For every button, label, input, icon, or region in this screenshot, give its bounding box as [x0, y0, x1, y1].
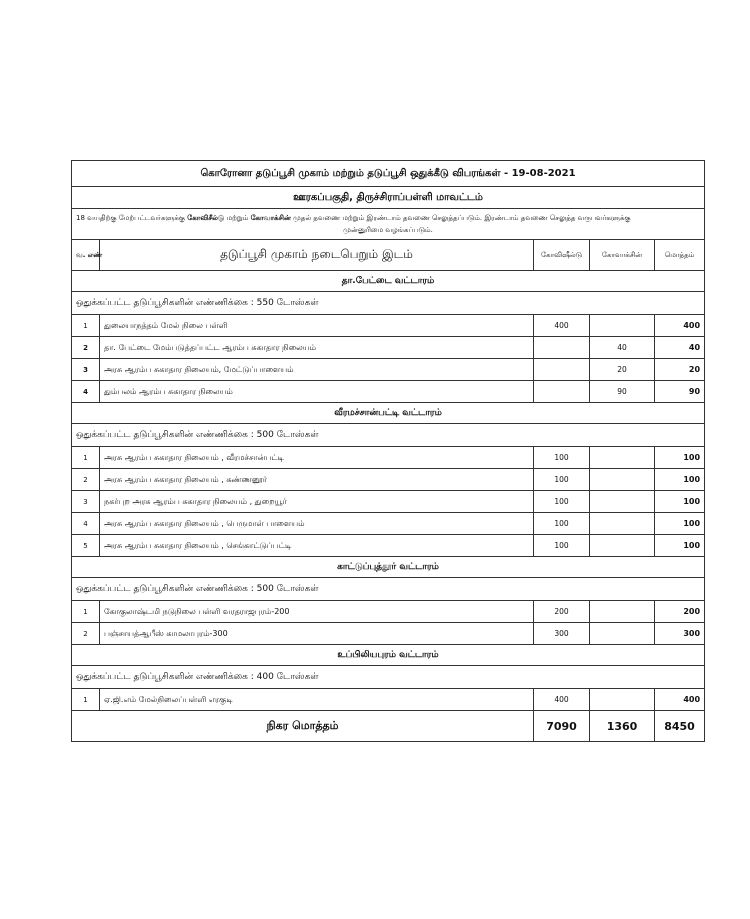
- block-header-row: [72, 645, 705, 666]
- row-sno: 1: [72, 601, 100, 623]
- note-covaxin: கோவாக்சின்: [250, 214, 291, 222]
- row-place: அரசு ஆரம்ப சுகாதார நிலையம், மேட்டுப்பாளையம்: [100, 359, 534, 381]
- block-name: தா.பேட்டை வட்டாரம்: [72, 271, 705, 292]
- table-row: [72, 381, 705, 403]
- block-name: காட்டுப்புத்தூர் வட்டாரம்: [72, 557, 705, 578]
- row-covishield: 400: [534, 315, 590, 337]
- table-title-row: [72, 161, 705, 187]
- row-sno: 2: [72, 469, 100, 491]
- block-header-row: [72, 403, 705, 424]
- row-place: தும்பலம் ஆரம்ப சுகாதார நிலையம்: [100, 381, 534, 403]
- row-sno: 1: [72, 315, 100, 337]
- table-row: [72, 337, 705, 359]
- row-covaxin: [590, 623, 655, 645]
- table-row: [72, 513, 705, 535]
- allocation-text: ஒதுக்கப்பட்ட தடுப்பூசிகளின் எண்ணிக்கை : 400 டோஸ்கள்: [72, 666, 705, 689]
- row-covaxin: [590, 315, 655, 337]
- grand-total-covishield: 7090: [534, 711, 590, 742]
- row-total: 20: [655, 359, 705, 381]
- row-covaxin: [590, 491, 655, 513]
- row-covaxin: 40: [590, 337, 655, 359]
- row-sno: 3: [72, 359, 100, 381]
- table-row: [72, 491, 705, 513]
- row-covaxin: [590, 535, 655, 557]
- row-place: நகர்புற அரசு ஆரம்ப சுகாதார நிலையம் , துறையூர்: [100, 491, 534, 513]
- row-covishield: [534, 337, 590, 359]
- block-name: உப்பிலியபுரம் வட்டாரம்: [72, 645, 705, 666]
- row-place: பஞ்சாயத்ஆபீஸ் காமலாபுரம்-300: [100, 623, 534, 645]
- grand-total-label: நிகர மொத்தம்: [72, 711, 534, 742]
- table-row: [72, 359, 705, 381]
- grand-total-covaxin: 1360: [590, 711, 655, 742]
- table-row: [72, 535, 705, 557]
- row-total: 100: [655, 469, 705, 491]
- row-total: 400: [655, 315, 705, 337]
- row-place: அரசு ஆரம்ப சுகாதார நிலையம் , பெருமாள் பாளையம்: [100, 513, 534, 535]
- row-place: அரசு ஆரம்ப சுகாதார நிலையம் , செங்காட்டுப்பட்டி: [100, 535, 534, 557]
- header-covishield: கோவிஷீல்டு: [534, 240, 590, 271]
- row-sno: 4: [72, 381, 100, 403]
- note-line-2: முன்னுரிமை வழங்கப்படும்.: [343, 226, 433, 234]
- row-place: கோகுலாஷ்டமி நடுநிலை பள்ளி வரதராஜபுரம்-200: [100, 601, 534, 623]
- allocation-row: [72, 578, 705, 601]
- table-row: [72, 689, 705, 711]
- note-part-1: 18 வயதிற்கு மேற்பட்டவர்களுக்கு: [76, 214, 188, 222]
- row-total: 200: [655, 601, 705, 623]
- header-sno: வ. எண்: [72, 240, 100, 271]
- allocation-row: [72, 292, 705, 315]
- note-row: [72, 209, 705, 240]
- row-covaxin: [590, 601, 655, 623]
- row-covaxin: [590, 447, 655, 469]
- table-title: கொரோனா தடுப்பூசி முகாம் மற்றும் தடுப்பூசி ஒதுக்கீடு விபரங்கள் - 19-08-2021: [72, 161, 705, 187]
- allocation-row: [72, 424, 705, 447]
- row-total: 100: [655, 535, 705, 557]
- row-total: 100: [655, 513, 705, 535]
- row-covishield: 400: [534, 689, 590, 711]
- allocation-text: ஒதுக்கப்பட்ட தடுப்பூசிகளின் எண்ணிக்கை : 500 டோஸ்கள்: [72, 424, 705, 447]
- row-sno: 5: [72, 535, 100, 557]
- row-place: துலையாநத்தம் மேல் நிலை பள்ளி: [100, 315, 534, 337]
- row-covaxin: [590, 469, 655, 491]
- note-text: [72, 209, 705, 240]
- allocation-row: [72, 666, 705, 689]
- district-row: [72, 187, 705, 209]
- block-header-row: [72, 271, 705, 292]
- row-sno: 2: [72, 623, 100, 645]
- row-covishield: [534, 359, 590, 381]
- note-covishield: கோவிசீல்டு: [187, 214, 225, 222]
- allocation-text: ஒதுக்கப்பட்ட தடுப்பூசிகளின் எண்ணிக்கை : 500 டோஸ்கள்: [72, 578, 705, 601]
- row-covaxin: [590, 513, 655, 535]
- row-covishield: 200: [534, 601, 590, 623]
- header-total: மொத்தம்: [655, 240, 705, 271]
- grand-total-row: [72, 711, 705, 742]
- row-covishield: [534, 381, 590, 403]
- row-place: தா. பேட்டை மேம்படுத்தப்பட்ட ஆரம்ப சுகாதார நிலையம்: [100, 337, 534, 359]
- row-covishield: 300: [534, 623, 590, 645]
- row-covishield: 100: [534, 469, 590, 491]
- row-place: அரசு ஆரம்ப சுகாதார நிலையம் , வீரமச்சான்பட்டி: [100, 447, 534, 469]
- row-total: 300: [655, 623, 705, 645]
- row-place: அரசு ஆரம்ப சுகாதார நிலையம் , கண்ணனூர்: [100, 469, 534, 491]
- row-sno: 1: [72, 447, 100, 469]
- table-row: [72, 315, 705, 337]
- row-total: 100: [655, 491, 705, 513]
- header-place: தடுப்பூசி முகாம் நடைபெறும் இடம்: [100, 240, 534, 271]
- grand-total-total: 8450: [655, 711, 705, 742]
- note-part-3: முதல் தவணை மற்றும் இரண்டாம் தவணை செலுத்தப்படும். இரண்டாம் தவணை செலுத்த வருபவர்களுக்கு: [290, 214, 631, 222]
- vaccination-table: [71, 160, 705, 742]
- row-sno: 2: [72, 337, 100, 359]
- row-covishield: 100: [534, 513, 590, 535]
- table-row: [72, 623, 705, 645]
- row-total: 400: [655, 689, 705, 711]
- row-total: 100: [655, 447, 705, 469]
- row-sno: 4: [72, 513, 100, 535]
- row-place: ஏ.ஜி.எம் மேல்நிலைப்பள்ளி எரகுடி: [100, 689, 534, 711]
- table-row: [72, 601, 705, 623]
- row-sno: 3: [72, 491, 100, 513]
- district-name: ஊரகப்பகுதி, திருச்சிராப்பள்ளி மாவட்டம்: [72, 187, 705, 209]
- block-header-row: [72, 557, 705, 578]
- row-covishield: 100: [534, 535, 590, 557]
- row-covaxin: 90: [590, 381, 655, 403]
- table-row: [72, 469, 705, 491]
- note-part-2: மற்றும்: [224, 214, 251, 222]
- header-covaxin: கோவாக்சின்: [590, 240, 655, 271]
- row-covaxin: [590, 689, 655, 711]
- row-covaxin: 20: [590, 359, 655, 381]
- row-covishield: 100: [534, 491, 590, 513]
- row-total: 40: [655, 337, 705, 359]
- block-name: வீரமச்சான்பட்டி வட்டாரம்: [72, 403, 705, 424]
- row-covishield: 100: [534, 447, 590, 469]
- allocation-text: ஒதுக்கப்பட்ட தடுப்பூசிகளின் எண்ணிக்கை : 550 டோஸ்கள்: [72, 292, 705, 315]
- row-sno: 1: [72, 689, 100, 711]
- header-row: [72, 240, 705, 271]
- row-total: 90: [655, 381, 705, 403]
- table-row: [72, 447, 705, 469]
